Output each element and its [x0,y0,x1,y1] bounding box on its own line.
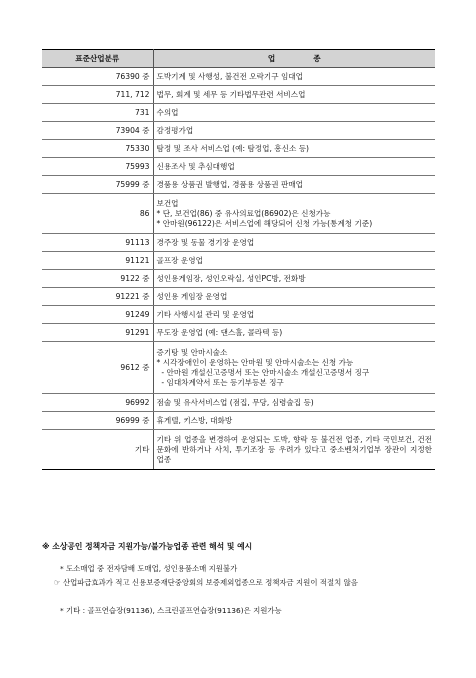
table-row [42,86,435,104]
industry-code: 711, 712 [42,86,153,104]
table-row [42,252,435,270]
industry-code: 75330 [42,140,153,158]
industry-description [153,86,435,104]
description-line: 탐정 및 조사 서비스업 (예: 탐정업, 흥신소 등) [156,143,309,153]
header-classification: 표준산업분류 [42,50,153,68]
description-line: 경품용 상품권 발행업, 경품용 상품권 판매업 [156,179,304,189]
industry-code: 91121 [42,252,153,270]
industry-code: 9612 중 [42,342,153,394]
note-line-3: * 기타 : 골프연습장(91136), 스크린골프연습장(91136)은 지원가능 [60,606,282,615]
description-line: 점술 및 유사서비스업 (점집, 무당, 심령술집 등) [156,397,314,407]
description-line: - 안마원 개설신고증명서 또는 안마시술소 개설신고증명서 징구 [156,367,370,377]
table-row [42,306,435,324]
table-header-row [42,50,435,68]
note-line-1: * 도소매업 중 전자담배 도매업, 성인용품소매 지원불가 [60,564,238,573]
industry-description [153,324,435,342]
industry-description [153,342,435,394]
note-line-2: ☞ 산업파급효과가 적고 신용보증재단중앙회의 보증제외업종으로 정책자금 지원이 적절치 않음 [54,578,358,587]
industry-description [153,234,435,252]
industry-code: 73904 중 [42,122,153,140]
description-line: 기타 사행시설 관리 및 운영업 [156,309,255,319]
industry-code: 731 [42,104,153,122]
industry-code: 91291 [42,324,153,342]
industry-code: 96999 중 [42,412,153,430]
industry-code: 91113 [42,234,153,252]
description-line: 보건업 [156,198,179,208]
industry-description [153,158,435,176]
description-line: * 단, 보건업(86) 중 유사의료업(86902)은 신청가능 [156,208,331,218]
industry-description [153,122,435,140]
description-line: 도박기계 및 사행성, 불건전 오락기구 임대업 [156,71,304,81]
description-line: 수의업 [156,107,179,117]
table-row [42,122,435,140]
industry-code: 96992 [42,394,153,412]
table-row [42,140,435,158]
description-line: 성인용게임장, 성인오락실, 성인PC방, 전화방 [156,273,306,283]
table-row [42,68,435,86]
description-line: * 시각장애인이 운영하는 안마원 및 안마시술소는 신청 가능 [156,357,354,367]
description-line: 신용조사 및 추심대행업 [156,161,235,171]
table-row [42,176,435,194]
table-row [42,288,435,306]
industry-code: 91249 [42,306,153,324]
description-line: 무도장 운영업 (예: 댄스홀, 콜라텍 등) [156,327,283,337]
industry-code: 76390 중 [42,68,153,86]
table-row [42,104,435,122]
industry-description [153,104,435,122]
industry-description [153,412,435,430]
restricted-industries-table [42,49,435,470]
description-line: 골프장 운영업 [156,255,203,265]
table-row [42,158,435,176]
industry-description [153,194,435,234]
description-line: 경주장 및 동물 경기장 운영업 [156,237,255,247]
industry-description [153,306,435,324]
table-row [42,412,435,430]
industry-code: 9122 중 [42,270,153,288]
industry-code: 86 [42,194,153,234]
industry-description [153,270,435,288]
header-industry: 업종 [153,50,435,68]
description-line: 법무, 회계 및 세무 등 기타법무관련 서비스업 [156,89,306,99]
description-line: - 임대차계약서 또는 등기부등본 징구 [156,377,284,387]
notes-title: ※ 소상공인 정책자금 지원가능/불가능업종 관련 해석 및 예시 [42,542,253,551]
description-line: 성인용 게임장 운영업 [156,291,228,301]
table-row [42,194,435,234]
table-row [42,430,435,470]
industry-code: 91221 중 [42,288,153,306]
description-line: * 안마원(96122)은 서비스업에 해당되어 신청 가능(통계청 기준) [156,218,373,228]
description-line: 휴게텔, 키스방, 대화방 [156,415,233,425]
table-row [42,270,435,288]
industry-description [153,68,435,86]
industry-code: 75999 중 [42,176,153,194]
industry-description [153,394,435,412]
table-row [42,234,435,252]
industry-code: 기타 [42,430,153,470]
industry-description [153,176,435,194]
table-row [42,394,435,412]
description-line: 감정평가업 [156,125,194,135]
industry-description [153,430,435,470]
industry-description [153,140,435,158]
industry-code: 75993 [42,158,153,176]
table-row [42,324,435,342]
industry-description [153,252,435,270]
description-text: 기타 위 업종을 변경하여 운영되는 도박, 향락 등 불건전 업종, 기타 국민보건, 건전문화에 반하거나 사치, 투기조장 등 우려가 있다고 중소벤처기업부 장관이 지정한 업종 [156,434,432,464]
table-row [42,342,435,394]
industry-description [153,288,435,306]
description-line: 증기탕 및 안마시술소 [156,347,228,357]
